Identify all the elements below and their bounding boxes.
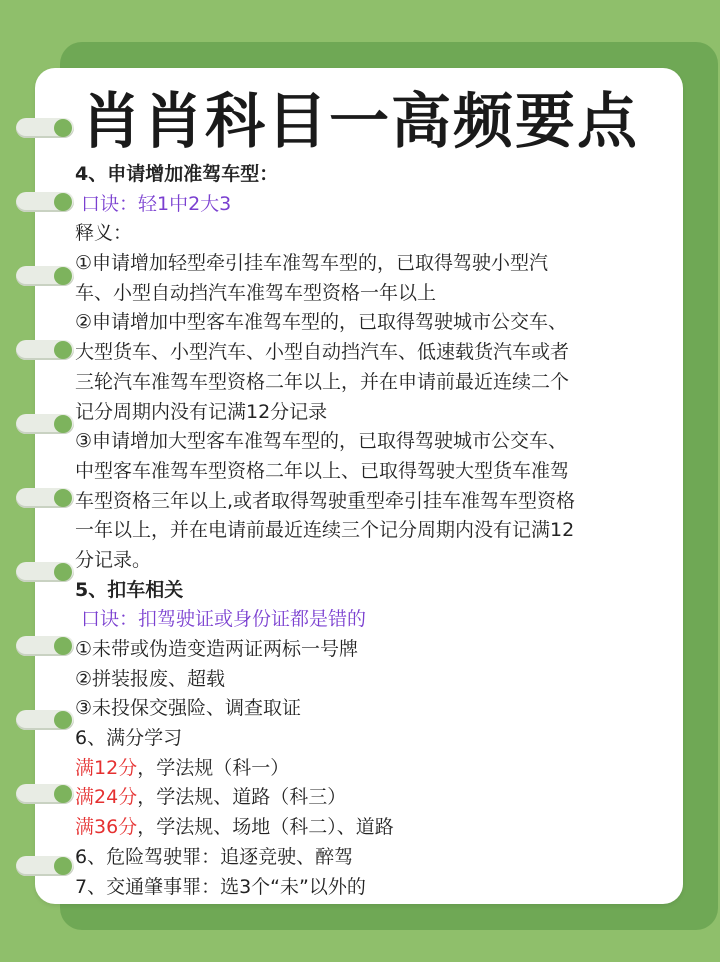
points-rule-text: ，学法规（科一） — [137, 756, 290, 779]
section-6-heading: 6、满分学习 — [75, 727, 183, 750]
text-line: ③申请增加大型客车准驾车型的，已取得驾驶城市公交车、 — [75, 430, 568, 453]
binder-ring — [16, 636, 74, 656]
binder-ring — [16, 710, 74, 730]
binder-ring — [16, 856, 74, 876]
points-rule-row — [75, 783, 675, 813]
section-4-heading: 4、申请增加准驾车型： — [75, 163, 279, 185]
section-5-mnemonic: 口诀：扣驾驶证或身份证都是错的 — [81, 608, 367, 631]
text-line: 一年以上，并在电请前最近连续三个记分周期内没有记满12 — [75, 519, 575, 542]
text-line: ①未带或伪造变造两证两标一号牌 — [75, 638, 359, 660]
text-line: ②拼装报废、超载 — [75, 667, 226, 690]
binder-ring — [16, 784, 74, 804]
text-line: 车、小型自动挡汽车准驾车型资格一年以上 — [75, 281, 437, 304]
text-line: 车型资格三年以上,或者取得驾驶重型牵引挂车准驾车型资格 — [75, 489, 576, 512]
section-5-heading: 5、扣车相关 — [75, 578, 184, 601]
binder-ring — [16, 414, 74, 434]
binder-ring — [16, 340, 74, 360]
text-line: 记分周期内没有记满12分记录 — [75, 400, 328, 423]
section-4-mnemonic: 口诀：轻1中2大3 — [81, 192, 232, 215]
text-line: 分记录。 — [75, 548, 152, 571]
points-rule-text: ，学法规、道路（科三） — [137, 786, 347, 809]
text-line: 中型客车准驾车型资格二年以上、已取得驾驶大型货车准驾 — [75, 459, 570, 482]
text-line: ②申请增加中型客车准驾车型的，已取得驾驶城市公交车、 — [75, 311, 568, 334]
points-rule-text: ，学法规、场地（科二）、道路 — [137, 816, 394, 839]
text-line: ①申请增加轻型牵引挂车准驾车型的，已取得驾驶小型汽 — [75, 252, 549, 275]
text-line: ③未投保交强险、调查取证 — [75, 697, 302, 720]
section-6b-line: 6、危险驾驶罪：追逐竞驶、醉驾 — [75, 845, 354, 868]
binder-ring — [16, 192, 74, 212]
text-line: 大型货车、小型汽车、小型自动挡汽车、低速载货汽车或者 — [75, 341, 570, 364]
points-threshold: 满36分 — [75, 816, 138, 839]
points-threshold: 满12分 — [75, 756, 138, 779]
binder-ring — [16, 562, 74, 582]
binder-ring — [16, 488, 74, 508]
points-threshold: 满24分 — [75, 786, 138, 809]
points-rule-row — [75, 754, 675, 784]
page-title: 肖肖科目一高频要点 — [81, 87, 639, 157]
points-rule-row — [75, 813, 675, 843]
text-line: 三轮汽车准驾车型资格二年以上，并在申请前最近连续二个 — [75, 370, 570, 393]
binder-ring — [16, 266, 74, 286]
section-7-line: 7、交通肇事罪：选3个“未”以外的 — [75, 875, 366, 898]
notes-content — [75, 160, 675, 902]
section-4-explain-label: 释义： — [75, 222, 133, 245]
